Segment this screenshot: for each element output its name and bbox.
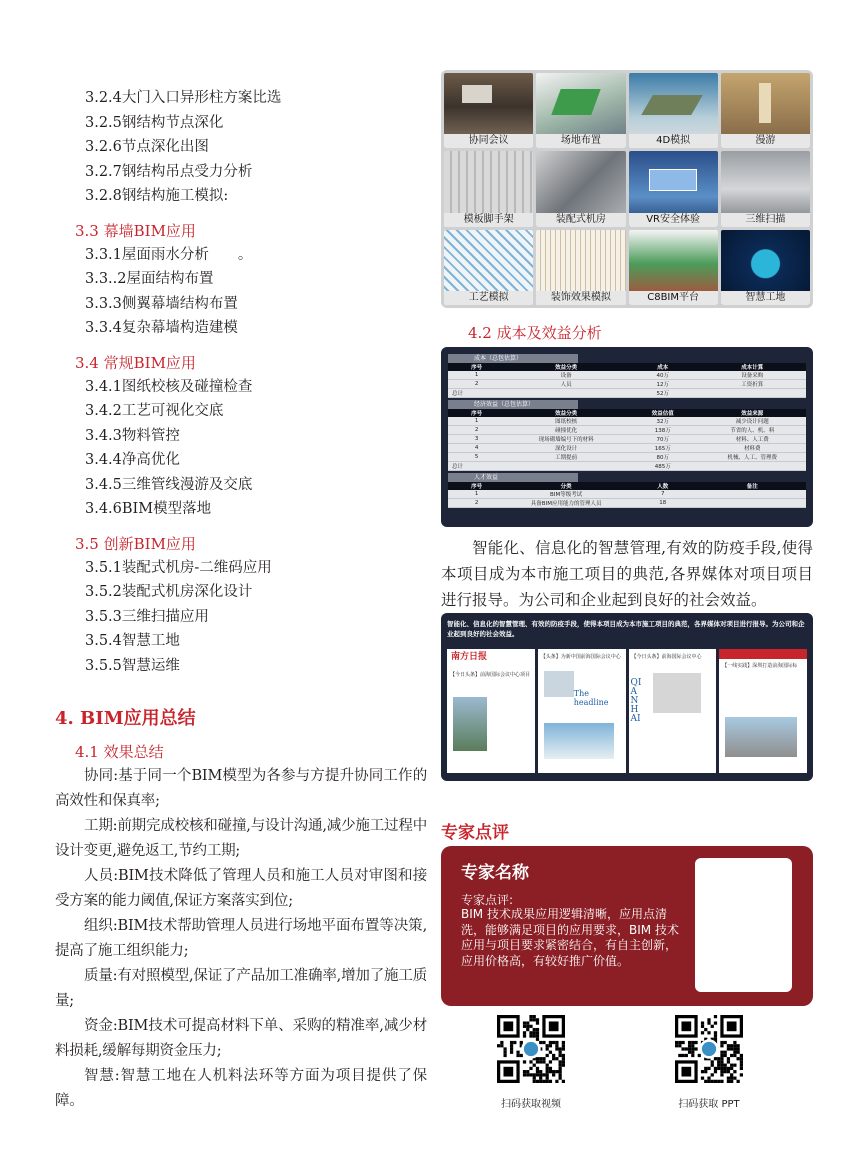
table-header: 分类 [505,482,627,490]
table-cell [699,499,806,508]
table-cell: 机械、人工、管理费 [699,453,806,462]
outline-item: 3.5.5智慧运维 [85,657,180,674]
table-row [448,435,806,444]
table-cell: 2 [448,499,505,508]
news-title: 【头条】为新中国前海国际会议中心 [540,654,621,660]
table-cell: 80万 [627,453,699,462]
expert-review-heading: 专家点评 [441,823,509,843]
outline-item: 3.5.4智慧工地 [85,633,180,649]
table-row [448,490,806,499]
qr-video-caption: 扫码获取视频 [501,1099,561,1110]
table-header: 序号 [448,363,505,371]
newspaper-logo: 南方日报 [447,649,535,661]
photo-3d-scan [721,151,810,226]
cost-benefit-table-image [441,347,813,527]
table-cell: 1 [448,371,505,380]
outline-item: 3.3.1屋面雨水分析 。 [85,246,253,263]
expert-photo-placeholder [695,858,792,992]
table-cell: 减少设计问题 [699,417,806,426]
summary-paragraph: 质量:有对照模型,保证了产品加工准确率,增加了施工质量; [55,968,427,1009]
outline-item: 3.2.5钢结构节点深化 [85,114,224,131]
outline-item: 3.2.8钢结构施工模拟: [85,188,229,204]
photo-caption: C8BIM平台 [629,291,718,305]
table-cell: BIM等级考试 [505,490,627,499]
table-cell: 节省的人、机、料 [699,426,806,435]
chapter-4-heading: 4. BIM应用总结 [55,708,196,729]
cost-table-bar: 成本（总包估算） [448,354,578,363]
table-header: 序号 [448,482,505,490]
section-4-2-heading: 4.2 成本及效益分析 [468,324,602,342]
table-cell [699,490,806,499]
table-cell: 18 [627,499,699,508]
table-header: 人数 [627,482,699,490]
section-3-5-heading: 3.5 创新BIM应用 [75,534,196,553]
left-column [55,86,427,1114]
news-phone-4 [719,649,807,773]
qr-code-video[interactable] [497,1015,565,1083]
table-cell: 5 [448,453,505,462]
table-header: 效益来源 [699,409,806,417]
table-row [448,380,806,389]
table-cell: 165万 [627,444,699,453]
photo-caption: 装配式机房 [536,213,625,227]
news-phone-1 [447,649,535,773]
table-row [448,426,806,435]
headline-logo: The headline [573,689,609,707]
table-row [448,389,806,398]
table-cell: 设备 [505,371,627,380]
photo-caption: 三维扫描 [721,213,810,227]
photo-decoration-effect [536,230,625,305]
section-3-4-heading: 3.4 常规BIM应用 [75,353,196,372]
table-cell: 深化设计 [505,444,627,453]
photo-caption: VR安全体验 [629,213,718,227]
news-phone-2 [538,649,626,773]
table-cell: 2 [448,380,505,389]
photo-caption: 工艺模拟 [444,291,533,305]
table-cell: 1 [448,417,505,426]
table-header: 效益估值 [627,409,699,417]
qianhai-logo: QIAN HAI [630,678,642,724]
news-phone-3 [629,649,717,773]
photo-meeting [444,73,533,148]
table-cell: 工资折算 [699,380,806,389]
table-cell: 12万 [627,380,699,389]
photo-4d-simulation [629,73,718,148]
section-4-1-heading: 4.1 效果总结 [75,743,164,761]
summary-paragraph: 智慧:智慧工地在人机料法环等方面为项目提供了保障。 [55,1068,427,1109]
table-cell: 材料、人工费 [699,435,806,444]
table-cell [699,462,806,471]
outline-item: 3.3..2屋面结构布置 [85,271,214,287]
benefit-table-bar: 经济效益（总包估算） [448,400,578,409]
table-cell: 现场砌墙编号下的材料 [505,435,627,444]
review-label: 专家点评: [461,893,514,907]
table-cell: 材料费 [699,444,806,453]
photo-caption: 场地布置 [536,134,625,148]
social-benefit-paragraph: 智能化、信息化的智慧管理,有效的防疫手段,使得本项目成为本市施工项目的典范,各界媒体对项目项目进行报导。为公司和企业起到良好的社会效益。 [441,539,813,609]
table-cell [699,389,806,398]
table-row [448,371,806,380]
table-cell: 32万 [627,417,699,426]
photo-smart-site [721,230,810,305]
news-title: 【今日头条】前海国际会议中心 [631,654,702,660]
photo-caption: 4D模拟 [629,134,718,148]
table-cell [505,462,627,471]
table-cell: 设备采购 [699,371,806,380]
summary-paragraph: 资金:BIM技术可提高材料下单、采购的精准率,减少材料损耗,缓解每期资金压力; [55,1018,427,1059]
photo-site-layout [536,73,625,148]
summary-paragraph: 人员:BIM技术降低了管理人员和施工人员对审图和接受方案的能力阈值,保证方案落实到位; [55,868,427,909]
table-cell: 人员 [505,380,627,389]
table-cell: 138万 [627,426,699,435]
table-cell: 1 [448,490,505,499]
table-cell: 具备BIM应用能力的管理人员 [505,499,627,508]
table-cell: 485万 [627,462,699,471]
table-cell: 70万 [627,435,699,444]
table-header: 成本计算 [699,363,806,371]
photo-caption: 装饰效果模拟 [536,291,625,305]
news-title: 【今日头条】前海国际会议中心项目 [450,672,531,678]
photo-caption: 智慧工地 [721,291,810,305]
qr-code-ppt[interactable] [675,1015,743,1083]
section-3-3-heading: 3.3 幕墙BIM应用 [75,221,196,240]
table-cell: 52万 [627,389,699,398]
outline-item: 3.3.3侧翼幕墙结构布置 [85,295,238,312]
table-header: 备注 [699,482,806,490]
table-cell: 总计 [448,462,505,471]
table-row [448,462,806,471]
summary-paragraph: 协同:基于同一个BIM模型为各参与方提升协同工作的高效性和保真率; [55,768,427,809]
news-coverage-image [441,613,813,781]
table-cell: 7 [627,490,699,499]
table-row [448,417,806,426]
photo-caption: 模板脚手架 [444,213,533,227]
photo-caption: 漫游 [721,134,810,148]
photo-roaming [721,73,810,148]
table-cell: 3 [448,435,505,444]
table-header: 效益分类 [505,363,627,371]
photo-vr-safety [629,151,718,226]
summary-paragraph: 工期:前期完成校核和碰撞,与设计沟通,减少施工过程中设计变更,避免返工,节约工期; [55,818,427,859]
news-title: 【一线实践】深圳打造前海国际标 [722,663,798,669]
photo-c8bim-platform [629,230,718,305]
table-cell: 总计 [448,389,505,398]
summary-paragraph: 组织:BIM技术帮助管理人员进行场地平面布置等决策,提高了施工组织能力; [55,918,427,959]
table-cell: 工期提前 [505,453,627,462]
list-3-4 [55,375,427,522]
table-row [448,499,806,508]
table-header: 序号 [448,409,505,417]
list-3-5 [55,556,427,679]
table-row [448,453,806,462]
bim-photo-grid [441,70,813,308]
table-header: 效益分类 [505,409,627,417]
outline-item: 3.4.5三维管线漫游及交底 [85,476,253,493]
table-cell: 图纸校核 [505,417,627,426]
photo-formwork-scaffold [444,151,533,226]
photo-prefab-machine-room [536,151,625,226]
outline-item: 3.4.1图纸校核及碰撞检查 [85,378,253,395]
benefit-table [448,409,806,471]
talent-table [448,482,806,508]
table-cell: 2 [448,426,505,435]
outline-item: 3.2.4大门入口异形柱方案比选 [85,90,282,106]
table-cell: 4 [448,444,505,453]
outline-item: 3.5.1装配式机房-二维码应用 [85,559,272,576]
table-cell: 碰撞优化 [505,426,627,435]
outline-item: 3.2.7钢结构吊点受力分析 [85,163,253,180]
outline-item: 3.2.6节点深化出图 [85,139,209,155]
outline-item: 3.4.6BIM模型落地 [85,501,212,517]
talent-table-bar: 人才效益 [448,473,578,482]
list-3-3 [55,243,427,341]
outline-item: 3.5.3三维扫描应用 [85,608,209,625]
outline-item: 3.4.3物料管控 [85,427,180,444]
qr-ppt-caption: 扫码获取 PPT [678,1099,740,1110]
outline-item: 3.3.4复杂幕墙构造建模 [85,320,238,336]
review-text: BIM 技术成果应用逻辑清晰，应用点清洗，能够满足项目的应用要求，BIM 技术应用与项目要求紧密结合，有自主创新，应用价格高，有较好推广价值。 [461,907,679,968]
expert-review-card [441,846,813,1006]
cost-table [448,363,806,398]
summary-paragraphs [55,764,427,1114]
outline-item: 3.5.2装配式机房深化设计 [85,584,253,600]
table-cell [505,389,627,398]
news-intro-text: 智能化、信息化的智慧管理、有效的防疫手段，使得本项目成为本市施工项目的典范，各界媒体对项目进行报导。为公司和企业起到良好的社会效益。 [447,620,805,638]
outline-item: 3.4.2工艺可视化交底 [85,403,224,419]
table-row [448,444,806,453]
table-cell: 40万 [627,371,699,380]
photo-process-simulation [444,230,533,305]
list-3-2 [55,86,427,209]
outline-item: 3.4.4净高优化 [85,452,180,468]
photo-caption: 协同会议 [444,134,533,148]
table-header: 成本 [627,363,699,371]
expert-name: 专家名称 [461,863,529,883]
